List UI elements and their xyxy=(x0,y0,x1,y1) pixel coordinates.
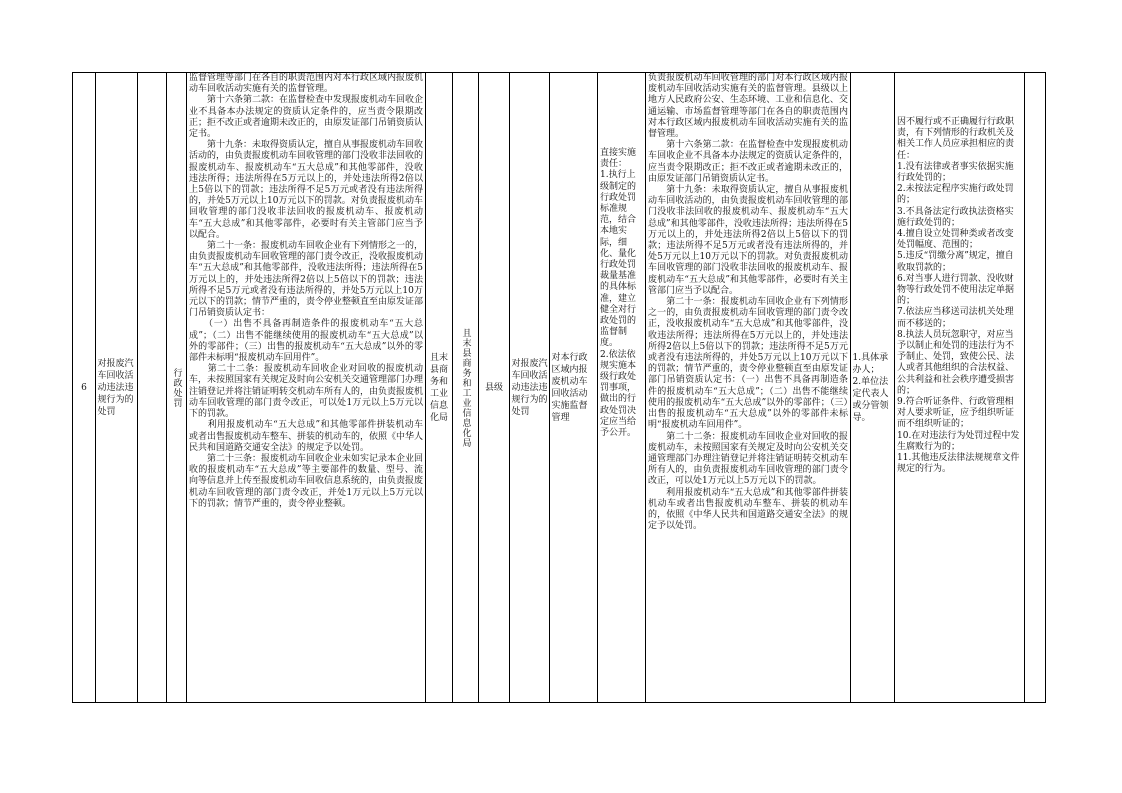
col-implementation xyxy=(598,73,646,702)
accountability-text: 因不履行或不正确履行行政职责，有下列情形的行政机关及相关工作人员应承担相应的责任： 1.没有法律或者事实依据实施行政处罚的； 2.未按法定程序实施行政处罚的； 3.不具备法定行政执法资格实施行政处罚的； 4.擅自设立处罚种类或者改变处罚幅度、范围的； 5.违反“罚缴分离”规定，擅自收取罚款的； 6.对当事人进行罚款、没收财物等行政处罚不使用法定单据的； 7.依法应当移送司法机关处理而不移送的； 8.执法人员玩忽职守，对应当予以制止和处罚的违法行为不予制止、处罚，致使公民、法人或者其他组织的合法权益、公共利益和社会秩序遭受损害的； 9.符合听证条件、行政管理相对人要求听证，应予组织听证而不组织听证的； 10.在对违法行为处罚过程中发生腐败行为的； 11.其他违反法律法规规章文件规定的行为。 xyxy=(897,117,1020,475)
scope-text: 对本行政区域内报废机动车回收活动实施监督管理 xyxy=(551,352,588,423)
col-level xyxy=(479,73,510,702)
col-remark xyxy=(1025,73,1047,702)
col-dept-vertical xyxy=(453,73,479,702)
col-basis-full xyxy=(646,73,851,702)
item-name: 对报废汽车回收活动违法违规行为的处罚 xyxy=(97,358,134,417)
col-matter xyxy=(510,73,550,702)
col-dept xyxy=(426,73,453,702)
item-category: 行政处罚 xyxy=(171,367,182,408)
dept-name: 且末县商务和工业信息化局 xyxy=(429,352,448,423)
col-basis xyxy=(187,73,426,702)
responsible-subject: 1.具体承办人； 2.单位法定代表人或分管领导。 xyxy=(852,352,889,423)
responsibility-table xyxy=(72,72,1046,703)
col-accountability xyxy=(895,73,1025,702)
duty-basis-text: 负责报废机动车回收管理的部门对本行政区域内报废机动车回收活动实施有关的监督管理。县级以上地方人民政府公安、生态环境、工业和信息化、交通运输、市场监督管理等部门在各自的职责范围内对本行政区域内报废机动车回收活动实施有关的监督管理。 第十六条第二款：在监督检查中发现报废机动车回收企业不具备本办法规定的资质认定条件的，应当责令限期改正；拒不改正或者逾期未改正的，由原发证部门吊销资质认定书。 第十九条：未取得资质认定，擅自从事报废机动车回收活动的，由负责报废机动车回收管理的部门没收非法回收的报废机动车、报废机动车“五大总成”和其他零部件，没收违法所得；违法所得在5万元以上的，并处违法所得2倍以上5倍以下的罚款；违法所得不足5万元或者没有违法所得的，并处5万元以上10万元以下的罚款。对负责报废机动车回收管理的部门没收非法回收的报废机动车、报废机动车“五大总成”和其他零部件，必要时有关主管部门应当予以配合。 第二十一条：报废机动车回收企业有下列情形之一的，由负责报废机动车回收管理的部门责令改正，没收报废机动车“五大总成”和其他零部件，没收违法所得；违法所得在5万元以上的，并处违法所得2倍以上5倍以下的罚款；违法所得不足5万元或者没有违法所得的，并处5万元以上10万元以下的罚款；情节严重的，责令停业整顿直至由原发证部门吊销资质认定书：（一）出售不具备再制造条件的报废机动车“五大总成”；（二）出售不能继续使用的报废机动车“五大总成”以外的零部件；（三）出售的报废机动车“五大总成”以外的零部件未标明“报废机动车回用件”。 第二十二条：报废机动车回收企业对回收的报废机动车，未按照国家有关规定及时向公安机关交通管理部门办理注销登记并将注销证明转交机动车所有人的，由负责报废机动车回收管理的部门责令改正，可以处1万元以上5万元以下的罚款。 利用报废机动车“五大总成”和其他零部件拼装机动车或者出售报废机动车整车、拼装的机动车的，依照《中华人民共和国道路交通安全法》的规定予以处罚。 xyxy=(648,73,848,532)
implementation-duty: 直接实施责任： 1.执行上级制定的行政处罚标准规范，结合本地实际，细化、量化行政处罚裁量基准的具体标准，建立健全对行政处罚的监督制度。 2.依法依规实施本级行政处罚事项，做出的行政处罚决定应当给予公开。 xyxy=(600,148,637,439)
row-number: 6 xyxy=(81,382,87,393)
col-scope xyxy=(550,73,598,702)
col-subject xyxy=(851,73,895,702)
col-blank xyxy=(138,73,167,702)
col-item-name xyxy=(96,73,138,702)
col-category xyxy=(167,73,187,702)
col-number xyxy=(73,73,96,702)
matter-name: 对报废汽车回收活动违法违规行为的处罚 xyxy=(511,358,548,417)
admin-level: 县级 xyxy=(484,382,503,393)
dept-name-vertical: 且末县商务和工业信息化局 xyxy=(460,327,471,448)
legal-basis-text: 监督管理等部门在各自的职责范围内对本行政区域内报废机动车回收活动实施有关的监督管理。 第十六条第二款：在监督检查中发现报废机动车回收企业不具备本办法规定的资质认定条件的，应当责令限期改正；拒不改正或者逾期未改正的，由原发证部门吊销资质认定书。 第十九条：未取得资质认定，擅自从事报废机动车回收活动的，由负责报废机动车回收管理的部门没收非法回收的报废机动车、报废机动车“五大总成”和其他零部件，没收违法所得；违法所得在5万元以上的，并处违法所得2倍以上5倍以下的罚款；违法所得不足5万元或者没有违法所得的，并处5万元以上10万元以下的罚款。对负责报废机动车回收管理的部门没收非法回收的报废机动车、报废机动车“五大总成”和其他零部件，必要时有关主管部门应当予以配合。 第二十一条：报废机动车回收企业有下列情形之一的，由负责报废机动车回收管理的部门责令改正，没收报废机动车“五大总成”和其他零部件，没收违法所得；违法所得在5万元以上的，并处违法所得2倍以上5倍以下的罚款；违法所得不足5万元或者没有违法所得的，并处5万元以上10万元以下的罚款；情节严重的，责令停业整顿直至由原发证部门吊销资质认定书： （一）出售不具备再制造条件的报废机动车“五大总成”；（二）出售不能继续使用的报废机动车“五大总成”以外的零部件；（三）出售的报废机动车“五大总成”以外的零部件未标明“报废机动车回用件”。 第二十二条：报废机动车回收企业对回收的报废机动车，未按照国家有关规定及时向公安机关交通管理部门办理注销登记并将注销证明转交机动车所有人的，由负责报废机动车回收管理的部门责令改正，可以处1万元以上5万元以下的罚款。 利用报废机动车“五大总成”和其他零部件拼装机动车或者出售报废机动车整车、拼装的机动车的，依照《中华人民共和国道路交通安全法》的规定予以处罚。 第二十三条：报废机动车回收企业未如实记录本企业回收的报废机动车“五大总成”等主要部件的数量、型号、流向等信息并上传至报废机动车回收信息系统的，由负责报废机动车回收管理的部门责令改正，并处1万元以上5万元以下的罚款；情节严重的，责令停业整顿。 xyxy=(189,73,424,509)
